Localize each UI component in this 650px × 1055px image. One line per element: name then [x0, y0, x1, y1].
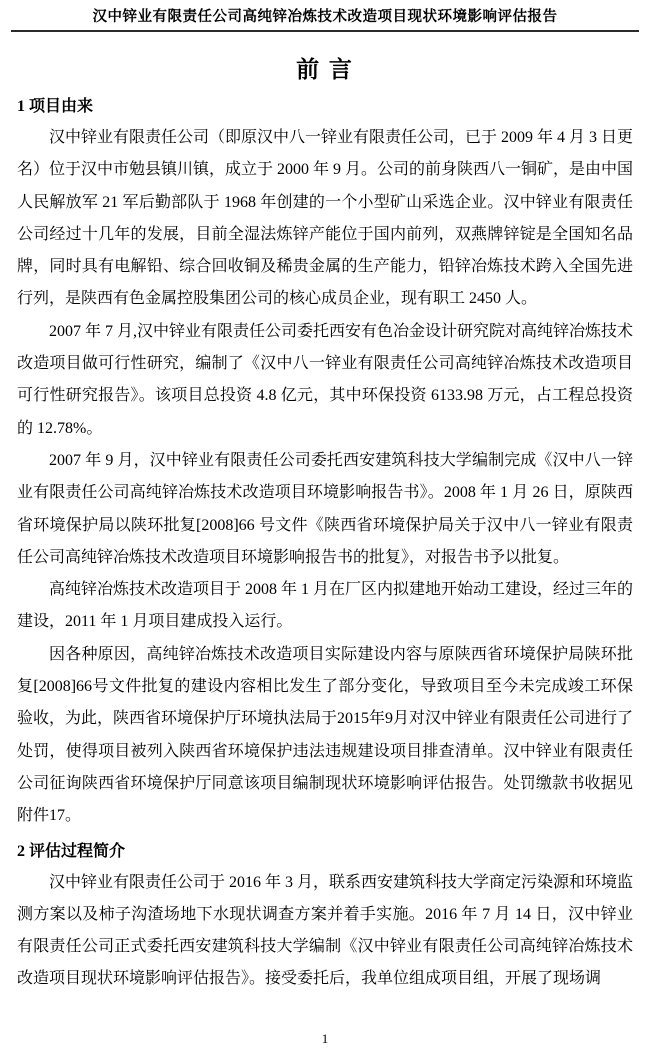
document-title: 前 言: [296, 57, 354, 82]
paragraph: 汉中锌业有限责任公司于 2016 年 3 月，联系西安建筑科技大学商定污染源和环境监测方案以及柿子沟渣场地下水现状调查方案并着手实施。2016 年 7 月 14 日，汉中锌业有限责任公司正式委托西安建筑科技大学编制《汉中锌业有限责任公司高纯锌冶炼技术改造项目现状环境影响评估报告》。接受委托后，我单位组成项目组，开展了现场调: [17, 873, 634, 988]
page-footer: [0, 1031, 650, 1047]
header-divider: [11, 30, 639, 32]
section-heading-project-origin: 1 项目由来: [17, 98, 94, 115]
paragraph: 高纯锌冶炼技术改造项目于 2008 年 1 月在厂区内拟建地开始动工建设，经过三年的建设，2011 年 1 月项目建成投入运行。: [17, 581, 634, 631]
paragraph: 2007 年 9 月，汉中锌业有限责任公司委托西安建筑科技大学编制完成《汉中八一锌业有限责任公司高纯锌冶炼技术改造项目环境影响报告书》。2008 年 1 月 26 日，原陕西省环境保护局以陕环批复[2008]66 号文件《陕西省环境保护局关于汉中八一锌业有限责任公司高纯锌冶炼技术改造项目环境影响报告书的批复》，对报告书予以批复。: [17, 451, 633, 566]
page-number: 1: [321, 1031, 329, 1046]
document-body: [0, 94, 650, 996]
running-header-title: 汉中锌业有限责任公司高纯锌冶炼技术改造项目现状环境影响评估报告: [92, 9, 558, 25]
section-heading-assessment-process: 2 评估过程简介: [17, 842, 126, 860]
paragraph: 汉中锌业有限责任公司（即原汉中八一锌业有限责任公司，已于 2009 年 4 月 3 日更名）位于汉中市勉县镇川镇，成立于 2000 年 9 月。公司的前身陕西八一铜矿，是由中国人民解放军 21 军后勤部队于 1968 年创建的一个小型矿山采选企业。汉中锌业有限责任公司经过十几年的发展，目前全湿法炼锌产能位于国内前列，双燕牌锌锭是全国知名品牌，同时具有电解铅、综合回收铜及稀贵金属的生产能力，铅锌冶炼技术跨入全国先进行列，是陕西有色金属控股集团公司的核心成员企业，现有职工 2450 人。: [17, 129, 634, 308]
page-header: [0, 0, 650, 27]
paragraph: 因各种原因，高纯锌冶炼技术改造项目实际建设内容与原陕西省环境保护局陕环批复[2008]66号文件批复的建设内容相比发生了部分变化，导致项目至今未完成竣工环保验收，为此，陕西省环境保护厅环境执法局于2015年9月对汉中锌业有限责任公司进行了处罚，使得项目被列入陕西省环境保护违法违规建设项目排查清单。汉中锌业有限责任公司征询陕西省环境保护厅同意该项目编制现状环境影响评估报告。处罚缴款书收据见附件17。: [17, 645, 634, 825]
paragraph: 2007 年 7 月,汉中锌业有限责任公司委托西安有色冶金设计研究院对高纯锌冶炼技术改造项目做可行性研究，编制了《汉中八一锌业有限责任公司高纯锌冶炼技术改造项目可行性研究报告》。该项目总投资 4.8 亿元，其中环保投资 6133.98 万元，占工程总投资的 12.78%。: [17, 322, 634, 437]
